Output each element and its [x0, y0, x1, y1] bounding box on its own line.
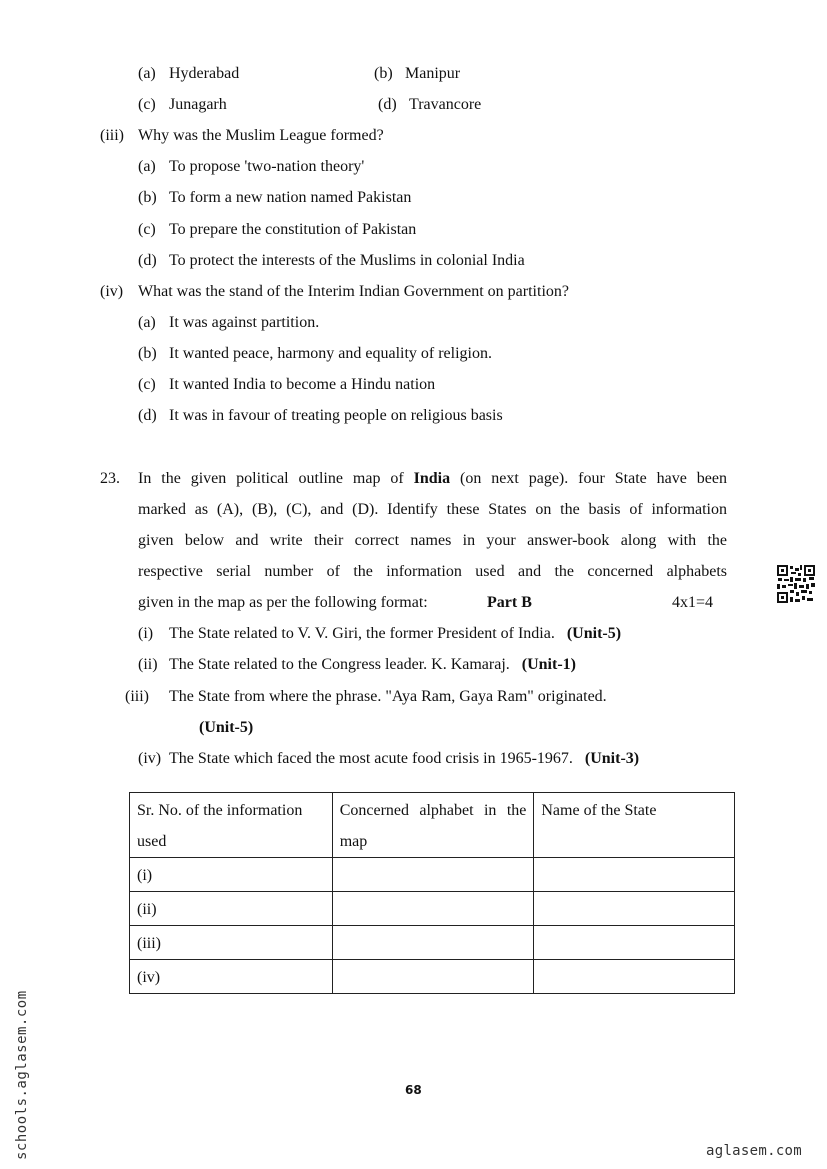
table-cell	[332, 926, 534, 960]
answer-format-table	[129, 792, 735, 994]
unit-label: (Unit-5)	[199, 719, 254, 736]
unit-label: (Unit-3)	[584, 750, 640, 767]
option-label: (c)	[138, 376, 156, 393]
table-row	[130, 960, 735, 994]
option-text-a: Hyderabad	[169, 65, 240, 82]
question-number: (iii)	[100, 127, 124, 144]
table-cell	[332, 892, 534, 926]
option-text: To propose 'two-nation theory'	[169, 158, 365, 175]
option-text: To form a new nation named Pakistan	[169, 189, 412, 206]
item-text: The State related to V. V. Giri, the former President of India. (Unit-5)	[169, 625, 622, 642]
option-label: (d)	[138, 252, 157, 269]
table-cell	[534, 960, 735, 994]
option-text: It was against partition.	[169, 314, 320, 331]
side-watermark: schools.aglasem.com	[14, 990, 30, 1160]
option-label: (c)	[138, 221, 156, 238]
table-header-row	[130, 793, 735, 858]
option-label-a: (a)	[138, 65, 156, 82]
item-label: (iv)	[138, 750, 162, 767]
option-label: (d)	[138, 407, 157, 424]
unit-label: (Unit-1)	[521, 656, 576, 673]
option-text: It wanted peace, harmony and equality of religion.	[169, 345, 492, 362]
footer-watermark: aglasem.com	[706, 1143, 803, 1159]
option-text: To prepare the constitution of Pakistan	[169, 221, 417, 238]
option-label-b: (b)	[374, 65, 393, 82]
marks-label: 4x1=4	[672, 594, 714, 611]
option-label: (a)	[138, 158, 156, 175]
qr-code	[776, 564, 816, 604]
table-cell: (iii)	[130, 926, 333, 960]
table-cell: (iv)	[130, 960, 333, 994]
question-text-line: given below and write their correct names in your answer-book along with the	[138, 532, 727, 549]
table-row	[130, 892, 735, 926]
option-text: It wanted India to become a Hindu nation	[169, 376, 436, 393]
item-text: The State related to the Congress leader. K. Kamaraj. (Unit-1)	[169, 656, 576, 673]
item-label: (iii)	[125, 688, 149, 705]
question-number: 23.	[100, 470, 120, 487]
table-cell	[534, 926, 735, 960]
table-header-cell: Name of the State	[534, 793, 735, 858]
question-text-line: given in the map as per the following format:	[138, 594, 428, 611]
question-text-line: In the given political outline map of India (on next page). four State have been	[138, 470, 728, 487]
option-text-b: Manipur	[405, 65, 461, 82]
option-text: To protect the interests of the Muslims in colonial India	[169, 252, 525, 269]
option-text: It was in favour of treating people on religious basis	[169, 407, 503, 424]
option-label-d: (d)	[378, 96, 397, 113]
page-number: 68	[405, 1083, 422, 1097]
table-cell	[332, 858, 534, 892]
table-cell: (i)	[130, 858, 333, 892]
question-number: (iv)	[100, 283, 124, 300]
item-text: The State which faced the most acute food crisis in 1965-1967. (Unit-3)	[169, 750, 640, 767]
table-header-cell: Sr. No. of the information used	[130, 793, 333, 858]
table-cell: (ii)	[130, 892, 333, 926]
unit-label: (Unit-5)	[566, 625, 622, 642]
table-row	[130, 858, 735, 892]
table-header-cell: Concerned alphabet in the map	[332, 793, 534, 858]
table-cell	[332, 960, 534, 994]
table-row	[130, 926, 735, 960]
question-text: Why was the Muslim League formed?	[138, 127, 384, 144]
option-label: (a)	[138, 314, 156, 331]
item-label: (i)	[138, 625, 154, 642]
item-text: The State from where the phrase. "Aya Ram, Gaya Ram" originated.	[169, 688, 607, 705]
option-text-c: Junagarh	[169, 96, 227, 113]
option-label-c: (c)	[138, 96, 156, 113]
question-text-line: respective serial number of the information used and the concerned alphabets	[138, 563, 727, 580]
item-label: (ii)	[138, 656, 158, 673]
option-label: (b)	[138, 189, 157, 206]
question-text-line: marked as (A), (B), (C), and (D). Identify these States on the basis of information	[138, 501, 727, 518]
table-cell	[534, 858, 735, 892]
question-text: What was the stand of the Interim Indian Government on partition?	[138, 283, 569, 300]
part-label: Part B	[487, 594, 532, 611]
table-cell	[534, 892, 735, 926]
option-text-d: Travancore	[409, 96, 482, 113]
option-label: (b)	[138, 345, 157, 362]
